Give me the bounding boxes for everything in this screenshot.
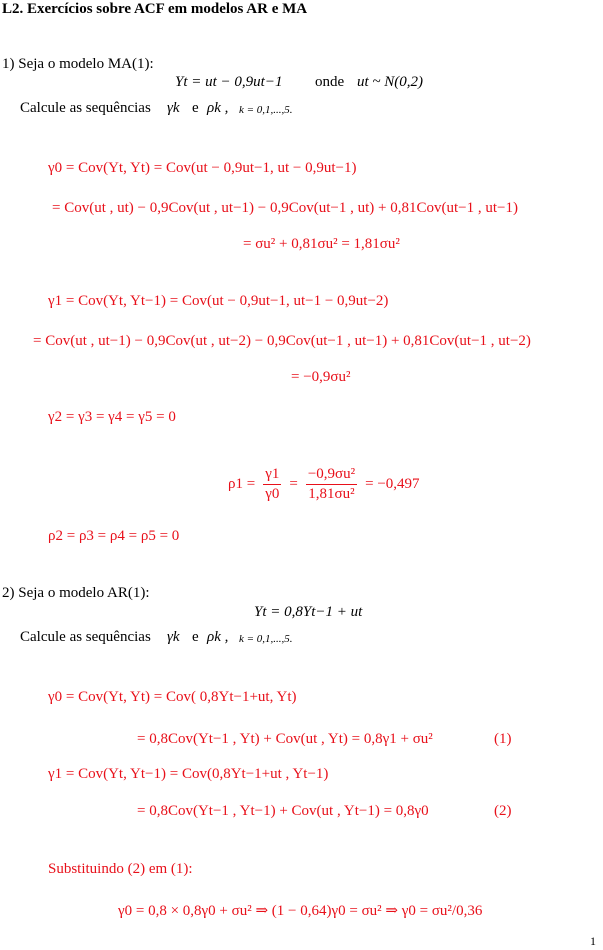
ex1-k-range: k = 0,1,...,5. (239, 104, 293, 116)
ex1-and-word: e (192, 100, 199, 116)
ex2-gamma1-tag: (2) (494, 803, 512, 819)
ex1-gamma2-5: γ2 = γ3 = γ4 = γ5 = 0 (48, 409, 176, 425)
ex2-gamma0-line1: γ0 = Cov(Yt, Yt) = Cov( 0,8Yt−1+ut, Yt) (48, 689, 297, 705)
ex1-onde-label: onde (315, 74, 345, 90)
ex1-gamma0-line3: = σu² + 0,81σu² = 1,81σu² (243, 236, 400, 252)
ex1-rho2-5: ρ2 = ρ3 = ρ4 = ρ5 = 0 (48, 528, 180, 544)
ex2-and-word: e (192, 629, 199, 645)
page-title: L2. Exercícios sobre ACF em modelos AR e MA (2, 1, 308, 17)
ex1-gamma1-line3: = −0,9σu² (291, 369, 351, 385)
ex1-rho1-fraction1 (263, 466, 281, 503)
ex1-gamma0-line2: = Cov(ut , ut) − 0,9Cov(ut , ut−1) − 0,9Cov(ut−1 , ut) + 0,81Cov(ut−1 , ut−1) (52, 200, 518, 216)
ex1-gamma1-line2: = Cov(ut , ut−1) − 0,9Cov(ut , ut−2) − 0,9Cov(ut−1 , ut−1) + 0,81Cov(ut−1 , ut−2) (33, 333, 531, 349)
ex1-noise-distribution: ut ~ N(0,2) (357, 74, 424, 90)
ex2-k-range: k = 0,1,...,5. (239, 633, 293, 645)
ex2-substitution-note: Substituindo (2) em (1): (48, 861, 193, 877)
ex2-gamma1-line1: γ1 = Cov(Yt, Yt−1) = Cov(0,8Yt−1+ut , Yt−1) (48, 766, 329, 782)
ex1-rho1-result: = −0,497 (365, 476, 420, 492)
ex1-rho-symbol: ρk , (207, 100, 229, 116)
ex1-gamma0-line1: γ0 = Cov(Yt, Yt) = Cov(ut − 0,9ut−1, ut − 0,9ut−1) (48, 160, 357, 176)
ex2-gamma-symbol: γk (167, 629, 180, 645)
ex2-gamma0-line2: = 0,8Cov(Yt−1 , Yt) + Cov(ut , Yt) = 0,8γ1 + σu² (137, 731, 433, 747)
ex2-calc-instruction: Calcule as sequências (20, 629, 151, 645)
ex1-calc-instruction: Calcule as sequências (20, 100, 151, 116)
ex1-model-equation: Yt = ut − 0,9ut−1 (175, 74, 283, 90)
ex1-gamma1-line1: γ1 = Cov(Yt, Yt−1) = Cov(ut − 0,9ut−1, ut−1 − 0,9ut−2) (48, 293, 389, 309)
ex1-rho1-frac1-numerator: γ1 (263, 466, 281, 485)
ex1-gamma-symbol: γk (167, 100, 180, 116)
ex1-rho1-equation (228, 466, 420, 503)
ex1-rho1-frac2-denominator: 1,81σu² (308, 486, 355, 502)
page-number: 1 (590, 934, 596, 948)
ex2-rho-symbol: ρk , (207, 629, 229, 645)
ex1-rho1-lhs: ρ1 = (228, 476, 256, 492)
ex2-model-equation: Yt = 0,8Yt−1 + ut (254, 604, 363, 620)
ex2-gamma1-line2: = 0,8Cov(Yt−1 , Yt−1) + Cov(ut , Yt−1) = 0,8γ0 (137, 803, 429, 819)
ex1-rho1-equals: = (289, 476, 298, 492)
ex2-final-equation: γ0 = 0,8 × 0,8γ0 + σu² ⇒ (1 − 0,64)γ0 = σu² ⇒ γ0 = σu²/0,36 (118, 903, 483, 919)
ex1-rho1-frac2-numerator: −0,9σu² (306, 466, 357, 485)
ex1-rho1-frac1-denominator: γ0 (265, 486, 280, 502)
ex1-intro: 1) Seja o modelo MA(1): (2, 56, 154, 72)
ex1-rho1-fraction2 (306, 466, 357, 503)
ex2-intro: 2) Seja o modelo AR(1): (2, 585, 150, 601)
ex2-gamma0-tag: (1) (494, 731, 512, 747)
